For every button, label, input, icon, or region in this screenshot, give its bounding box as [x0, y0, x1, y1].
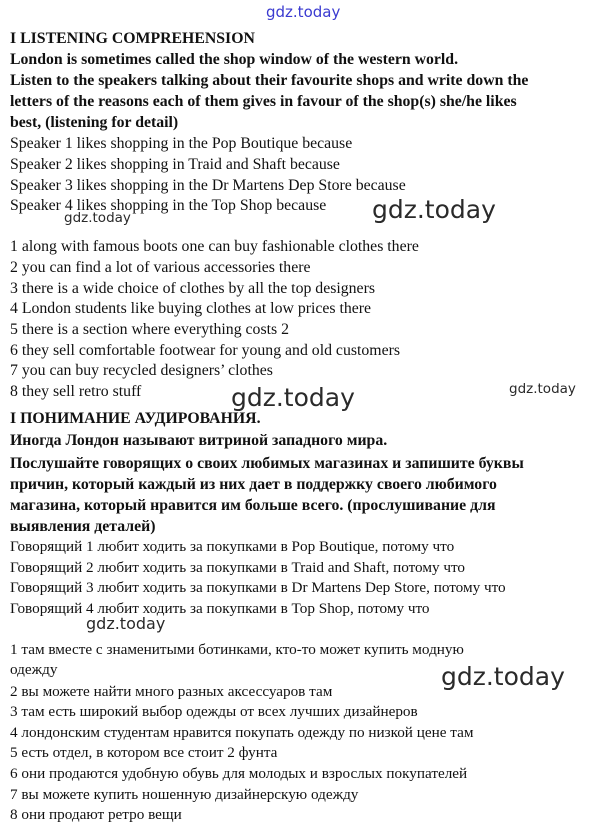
en-reason-item: 5 there is a section where everything costs 2: [10, 321, 289, 338]
ru-reason-item: 4 лондонским студентам нравится покупать одежду по низкой цене там: [10, 724, 474, 741]
ru-reason-item: 7 вы можете купить ношенную дизайнерскую одежду: [10, 786, 359, 803]
en-intro: London is sometimes called the shop window of the western world.: [10, 51, 459, 68]
ru-reason-item: 5 есть отдел, в котором все стоит 2 фунта: [10, 744, 278, 761]
ru-heading: I ПОНИМАНИЕ АУДИРОВАНИЯ.: [10, 410, 261, 427]
en-speaker-line: Speaker 2 likes shopping in Traid and Shaft because: [10, 156, 340, 173]
ru-reason-item: 2 вы можете найти много разных аксессуаров там: [10, 683, 333, 700]
watermark-large: gdz.today: [441, 662, 565, 691]
watermark-small: gdz.today: [509, 381, 576, 397]
ru-speaker-line: Говорящий 1 любит ходить за покупками в Pop Boutique, потому что: [10, 538, 455, 555]
ru-reason-item: 8 они продают ретро вещи: [10, 806, 182, 823]
en-instruction-line: Listen to the speakers talking about their favourite shops and write down the: [10, 72, 529, 89]
watermark-small: gdz.today: [64, 210, 131, 226]
ru-speaker-line: Говорящий 2 любит ходить за покупками в Traid and Shaft, потому что: [10, 559, 466, 576]
en-speaker-line: Speaker 4 likes shopping in the Top Shop because: [10, 197, 327, 214]
ru-speaker-line: Говорящий 4 любит ходить за покупками в Top Shop, потому что: [10, 600, 430, 617]
en-reason-item: 8 they sell retro stuff: [10, 383, 142, 400]
ru-instruction-line: магазина, который нравится им больше всего. (прослушивание для: [10, 497, 496, 514]
en-reason-item: 6 they sell comfortable footwear for young and old customers: [10, 342, 400, 359]
ru-reason-item: 1 там вместе с знаменитыми ботинками, кто-то может купить модную: [10, 641, 464, 658]
en-reason-item: 3 there is a wide choice of clothes by all the top designers: [10, 280, 375, 297]
ru-instruction-line: Послушайте говорящих о своих любимых магазинах и запишите буквы: [10, 455, 524, 472]
watermark-large: gdz.today: [372, 195, 496, 224]
ru-reason-item: одежду: [10, 661, 58, 678]
ru-instruction-line: выявления деталей): [10, 518, 156, 535]
ru-intro: Иногда Лондон называют витриной западного мира.: [10, 432, 388, 449]
watermark-large: gdz.today: [231, 383, 355, 412]
en-reason-item: 1 along with famous boots one can buy fashionable clothes there: [10, 238, 419, 255]
ru-instruction-line: причин, который каждый из них дает в поддержку своего любимого: [10, 476, 497, 493]
ru-speaker-line: Говорящий 3 любит ходить за покупками в Dr Martens Dep Store, потому что: [10, 579, 506, 596]
watermark-top: gdz.today: [266, 3, 341, 21]
en-speaker-line: Speaker 1 likes shopping in the Pop Boutique because: [10, 135, 353, 152]
watermark-medium: gdz.today: [86, 614, 166, 633]
en-instruction-line: letters of the reasons each of them gives in favour of the shop(s) she/he likes: [10, 93, 517, 110]
ru-reason-item: 3 там есть широкий выбор одежды от всех лучших дизайнеров: [10, 703, 418, 720]
en-heading: I LISTENING COMPREHENSION: [10, 30, 255, 47]
en-reason-item: 7 you can buy recycled designers’ clothes: [10, 362, 273, 379]
en-reason-item: 2 you can find a lot of various accessories there: [10, 259, 311, 276]
en-speaker-line: Speaker 3 likes shopping in the Dr Martens Dep Store because: [10, 177, 406, 194]
en-reason-item: 4 London students like buying clothes at low prices there: [10, 300, 372, 317]
ru-reason-item: 6 они продаются удобную обувь для молодых и взрослых покупателей: [10, 765, 468, 782]
en-instruction-line: best, (listening for detail): [10, 114, 179, 131]
